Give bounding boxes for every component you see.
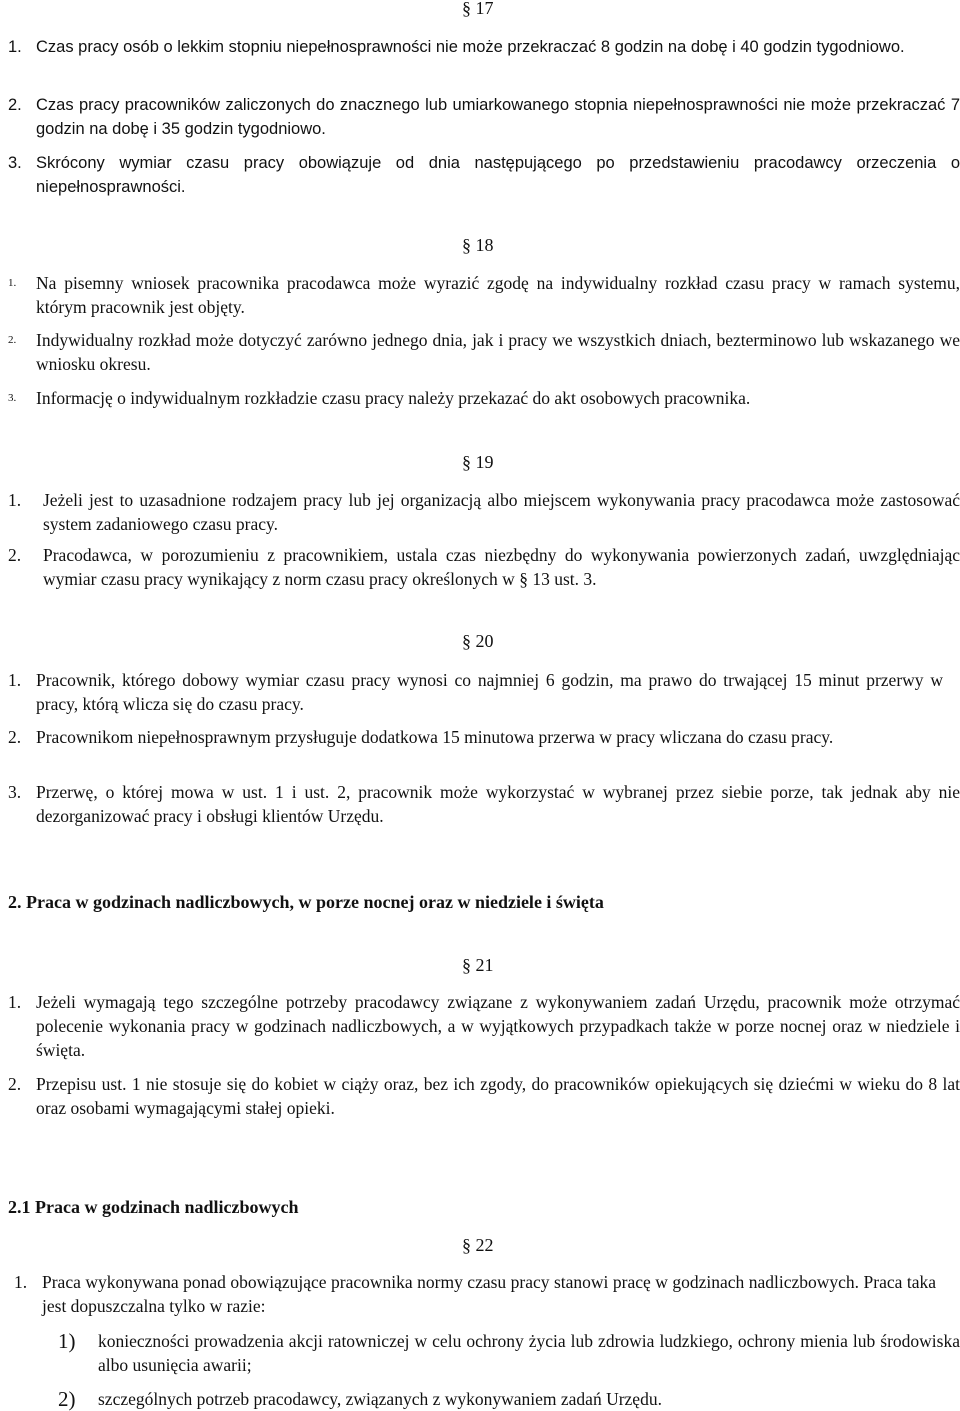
subitem-number: 2) <box>58 1387 76 1411</box>
paragraph-number: 2. <box>8 1074 22 1094</box>
section-heading-17: § 17 <box>462 0 494 18</box>
paragraph-number: 2. <box>8 727 22 747</box>
section-heading-22: § 22 <box>462 1235 494 1255</box>
paragraph-17-3 <box>8 151 960 199</box>
paragraph-20-2 <box>8 725 948 749</box>
paragraph-text: Praca wykonywana ponad obowiązujące pracownika normy czasu pracy stanowi pracę w godzinach nadliczbowych. Praca taka jest dopuszczalna tylko w razie: <box>42 1272 936 1316</box>
paragraph-number: 1. <box>8 38 22 56</box>
paragraph-text: Informację o indywidualnym rozkładzie czasu pracy należy przekazać do akt osobowych pracownika. <box>36 388 751 408</box>
subitem-text: szczególnych potrzeb pracodawcy, związanych z wykonywaniem zadań Urzędu. <box>98 1389 662 1409</box>
subitem-22-1 <box>58 1329 960 1377</box>
paragraph-number: 1. <box>8 670 22 690</box>
paragraph-text: Jeżeli wymagają tego szczególne potrzeby pracodawcy związane z wykonywaniem zadań Urzędu, pracownik może otrzymać polecenie wykonania pracy w godzinach nadliczbowych, a w wyjątkowych przypadkach także w porze nocnej oraz w niedziele i święta. <box>36 992 960 1060</box>
paragraph-number: 3. <box>8 154 22 172</box>
paragraph-text: Pracownik, którego dobowy wymiar czasu pracy wynosi co najmniej 6 godzin, ma prawo do trwającej 15 minut przerwy w pracy, którą wlicza się do czasu pracy. <box>36 670 943 714</box>
paragraph-number: 1. <box>8 277 17 289</box>
paragraph-text: Pracownikom niepełnosprawnym przysługuje dodatkowa 15 minutowa przerwa w pracy wliczana do czasu pracy. <box>36 727 834 747</box>
paragraph-18-2 <box>8 328 960 376</box>
paragraph-22-1 <box>14 1270 936 1318</box>
paragraph-text: Przepisu ust. 1 nie stosuje się do kobiet w ciąży oraz, bez ich zgody, do pracowników opiekujących się dziećmi w wieku do 8 lat oraz osobami wymagającymi stałej opieki. <box>36 1074 960 1118</box>
paragraph-17-1 <box>8 35 960 59</box>
paragraph-number: 3. <box>8 782 22 802</box>
paragraph-text: Pracodawca, w porozumieniu z pracownikiem, ustala czas niezbędny do wykonywania powierzonych zadań, uwzględniając wymiar czasu pracy wynikający z norm czasu pracy określonych w § 13 ust. 3. <box>43 545 960 589</box>
paragraph-text: Indywidualny rozkład może dotyczyć zarówno jednego dnia, jak i pracy we wszystkich dniach, bezterminowo lub wskazanego we wniosku okresu. <box>36 330 960 374</box>
paragraph-number: 2. <box>8 96 22 114</box>
paragraph-18-3 <box>8 386 960 410</box>
section-heading-18: § 18 <box>462 235 494 255</box>
paragraph-21-1 <box>8 990 960 1062</box>
paragraph-number: 3. <box>8 392 17 404</box>
paragraph-number: 1. <box>14 1272 28 1292</box>
chapter-heading-2: 2. Praca w godzinach nadliczbowych, w porze nocnej oraz w niedziele i święta <box>8 892 604 912</box>
paragraph-number: 1. <box>8 490 22 510</box>
paragraph-text: Na pisemny wniosek pracownika pracodawca może wyrazić zgodę na indywidualny rozkład czasu pracy w ramach systemu, którym pracownik jest objęty. <box>36 273 960 317</box>
subitem-text: konieczności prowadzenia akcji ratowniczej w celu ochrony życia lub zdrowia ludzkiego, ochrony mienia lub środowiska albo usunięcia awarii; <box>98 1331 960 1375</box>
paragraph-text: Skrócony wymiar czasu pracy obowiązuje od dnia następującego po przedstawieniu pracodawcy orzeczenia o niepełnosprawności. <box>36 154 960 196</box>
paragraph-number: 2. <box>8 545 22 565</box>
section-heading-21: § 21 <box>462 955 494 975</box>
paragraph-number: 2. <box>8 334 17 346</box>
chapter-heading-2-1: 2.1 Praca w godzinach nadliczbowych <box>8 1197 299 1217</box>
subitem-22-2 <box>58 1387 960 1411</box>
paragraph-text: Jeżeli jest to uzasadnione rodzajem pracy lub jej organizacją albo miejscem wykonywania pracy pracodawca może zastosować system zadaniowego czasu pracy. <box>43 490 960 534</box>
paragraph-text: Czas pracy pracowników zaliczonych do znacznego lub umiarkowanego stopnia niepełnosprawności nie może przekraczać 7 godzin na dobę i 35 godzin tygodniowo. <box>36 96 960 138</box>
paragraph-text: Czas pracy osób o lekkim stopniu niepełnosprawności nie może przekraczać 8 godzin na dobę i 40 godzin tygodniowo. <box>36 38 905 56</box>
subitem-number: 1) <box>58 1329 76 1353</box>
paragraph-17-2 <box>8 93 960 141</box>
paragraph-20-1 <box>8 668 943 716</box>
paragraph-21-2 <box>8 1072 960 1120</box>
paragraph-19-2 <box>8 543 960 591</box>
paragraph-19-1 <box>8 488 960 536</box>
paragraph-text: Przerwę, o której mowa w ust. 1 i ust. 2, pracownik może wykorzystać w wybranej przez siebie porze, tak jednak aby nie dezorganizować pracy i obsługi klientów Urzędu. <box>36 782 960 826</box>
paragraph-number: 1. <box>8 992 22 1012</box>
section-heading-19: § 19 <box>462 452 494 472</box>
paragraph-18-1 <box>8 271 960 319</box>
section-heading-20: § 20 <box>462 631 494 651</box>
paragraph-20-3 <box>8 780 960 828</box>
